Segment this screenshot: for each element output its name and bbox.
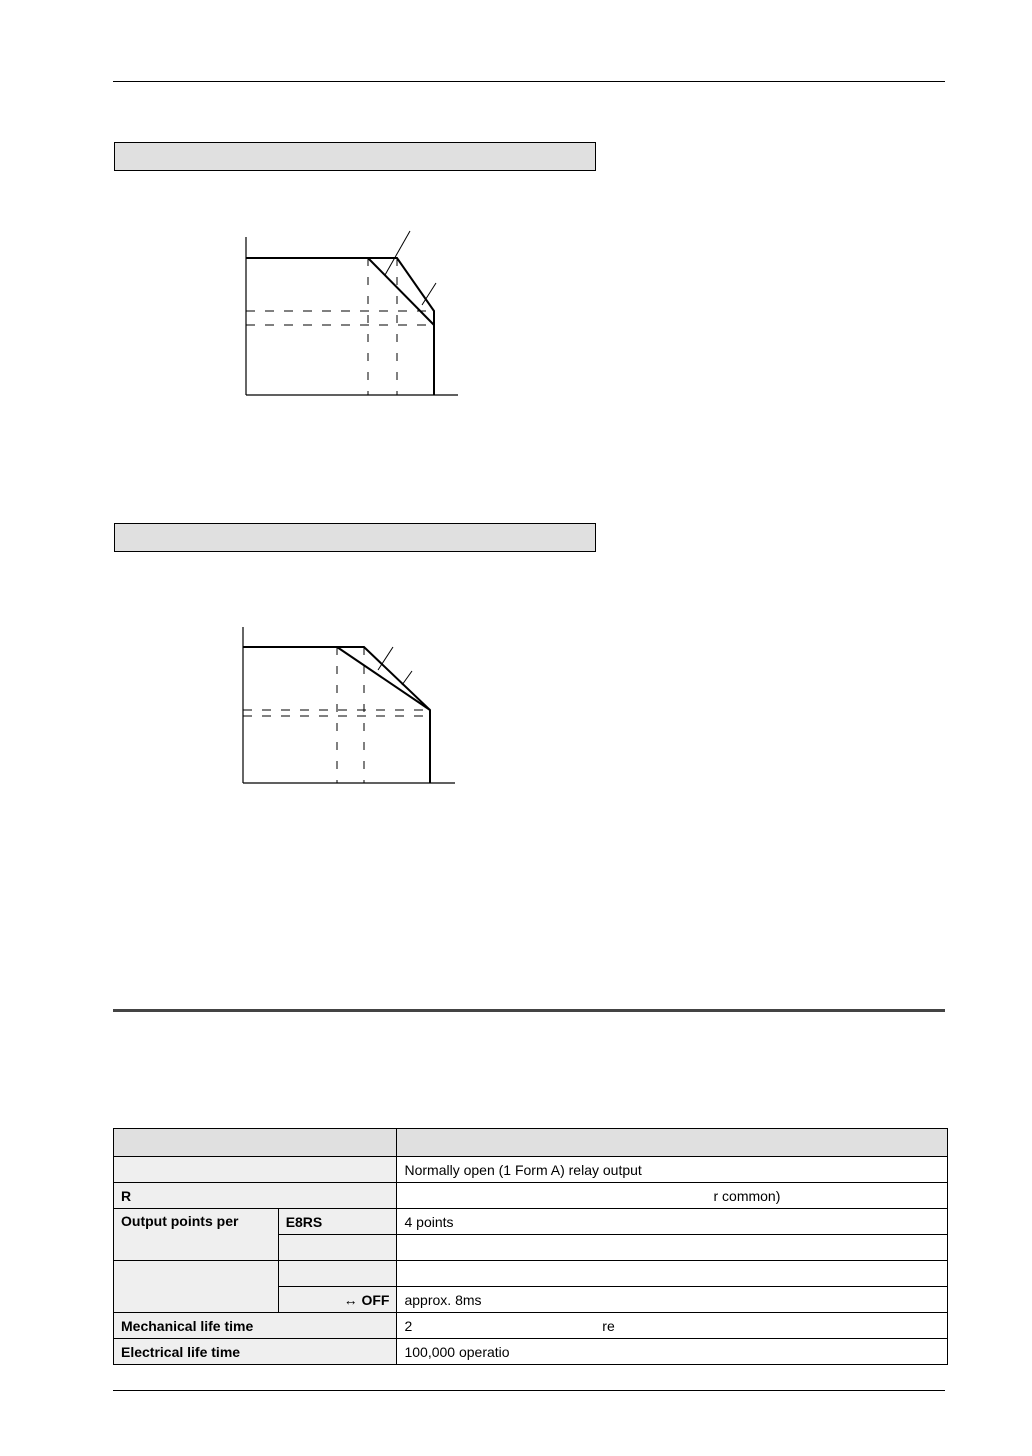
header-cell-spec xyxy=(397,1129,948,1157)
relay-spec-table xyxy=(113,1128,948,1365)
value-part-a: 2 xyxy=(404,1317,413,1334)
row-value: 100,000 operatio xyxy=(397,1339,948,1365)
leader-line-2 xyxy=(402,671,412,685)
row-label: R xyxy=(114,1183,397,1209)
row-sublabel: E8RS xyxy=(278,1209,397,1235)
curve-outer xyxy=(246,258,434,395)
row-value xyxy=(397,1313,948,1339)
header-cell-item xyxy=(114,1129,397,1157)
row-sublabel: ↔ OFF xyxy=(278,1287,397,1313)
row-label: Electrical life time xyxy=(114,1339,397,1365)
curve-inner xyxy=(368,258,434,325)
row-value xyxy=(397,1261,948,1287)
table-row xyxy=(114,1183,948,1209)
leader-line-1 xyxy=(385,231,410,275)
table-row xyxy=(114,1261,948,1287)
section-rule xyxy=(113,1009,945,1012)
top-rule xyxy=(113,81,945,82)
curve-inner xyxy=(337,647,430,710)
table-row xyxy=(114,1313,948,1339)
bottom-rule xyxy=(113,1390,945,1391)
row-value: Normally open (1 Form A) relay output xyxy=(397,1157,948,1183)
value-part-b: re xyxy=(602,1317,615,1334)
row-value: approx. 8ms xyxy=(397,1287,948,1313)
derating-graph-1 xyxy=(230,225,470,405)
row-label: Mechanical life time xyxy=(114,1313,397,1339)
table-row xyxy=(114,1157,948,1183)
row-value xyxy=(397,1235,948,1261)
row-sublabel xyxy=(278,1235,397,1261)
derating-graph-2 xyxy=(230,615,470,795)
row-value: r common) xyxy=(397,1183,948,1209)
table-header-row xyxy=(114,1129,948,1157)
table-row xyxy=(114,1339,948,1365)
row-label: Output points per xyxy=(114,1209,279,1261)
section-heading-box-2 xyxy=(114,523,596,552)
row-value: 4 points xyxy=(397,1209,948,1235)
row-label xyxy=(114,1261,279,1313)
leader-line-2 xyxy=(422,283,436,305)
table-row xyxy=(114,1209,948,1235)
row-sublabel xyxy=(278,1261,397,1287)
row-label xyxy=(114,1157,397,1183)
section-heading-box-1 xyxy=(114,142,596,171)
